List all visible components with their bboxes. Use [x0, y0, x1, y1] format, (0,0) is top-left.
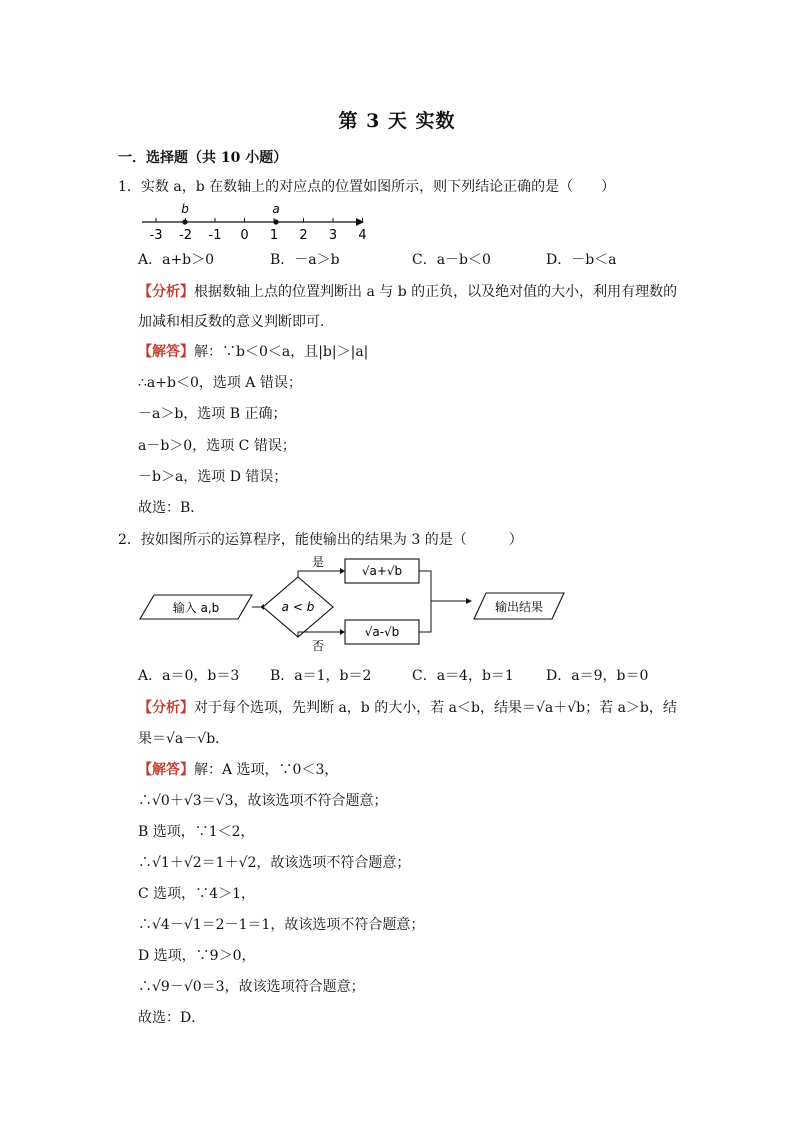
- no-operation-label: √a-√b: [364, 625, 400, 639]
- output-label: 输出结果: [494, 600, 544, 614]
- answer-line: －a＞b，选项 B 正确；: [138, 406, 287, 422]
- answer-line: 故选：B．: [138, 500, 205, 516]
- axis-tick-label: -2: [179, 228, 192, 243]
- axis-tick-label: 4: [358, 228, 367, 243]
- q2-option-a: A．a＝0，b＝3: [138, 668, 240, 684]
- axis-tick-label: -3: [149, 228, 163, 243]
- yes-label: 是: [311, 555, 325, 569]
- answer-line: 解：A 选项，∵0＜3，: [194, 762, 339, 778]
- q2-option-d: D．a＝9，b＝0: [546, 668, 649, 684]
- answer-line: D 选项，∵9＞0，: [138, 948, 256, 964]
- q1-analysis-2: 加减和相反数的意义判断即可．: [138, 314, 334, 330]
- axis-tick-label: 1: [269, 228, 279, 243]
- q1-option-c: C．a－b＜0: [412, 252, 491, 268]
- point-b-label: b: [181, 202, 189, 216]
- q2-flowchart: [134, 551, 574, 661]
- point-a-label: a: [272, 202, 280, 216]
- q1-number-line: [138, 198, 368, 244]
- answer-line: B 选项，∵1＜2，: [138, 824, 255, 840]
- q1-option-d: D．－b＜a: [546, 252, 617, 268]
- q2-option-c: C．a＝4，b＝1: [412, 668, 514, 684]
- answer-line: C 选项，∵4＞1，: [138, 886, 255, 902]
- section-heading: 一．选择题（共 10 小题）: [118, 150, 288, 166]
- yes-operation-label: √a+√b: [361, 564, 403, 578]
- q2-answer: [138, 760, 338, 780]
- q2-stem: 2．按如图所示的运算程序，能使输出的结果为 3 的是（ ）: [118, 532, 523, 548]
- answer-tag: 【解答】: [138, 344, 194, 360]
- q1-option-b: B．－a＞b: [270, 252, 340, 268]
- input-label: 输入 a,b: [172, 601, 220, 615]
- answer-line: ∴√0＋√3＝√3，故该选项不符合题意；: [138, 793, 388, 809]
- page-title: 第 3 天 实数: [338, 110, 456, 132]
- answer-line: ∴a+b＜0，选项 A 错误；: [138, 375, 302, 391]
- axis-tick-label: 2: [299, 228, 308, 243]
- answer-line: a－b＞0，选项 C 错误；: [138, 438, 296, 454]
- point-b: [182, 219, 187, 224]
- analysis-text-1: 对于每个选项，先判断 a，b 的大小，若 a＜b，结果＝√a＋√b；若 a＞b，结: [194, 700, 677, 716]
- axis-tick-label: 0: [240, 228, 249, 243]
- q1-answer: [138, 342, 368, 362]
- answer-tag: 【解答】: [138, 762, 194, 778]
- q1-analysis: [138, 282, 677, 302]
- analysis-tag: 【分析】: [138, 284, 194, 300]
- q2-option-b: B．a＝1，b＝2: [270, 668, 372, 684]
- answer-line: ∴√4－√1＝2－1＝1，故该选项不符合题意；: [138, 917, 425, 933]
- condition-label: a < b: [281, 600, 315, 614]
- q1-stem: 1．实数 a，b 在数轴上的对应点的位置如图所示，则下列结论正确的是（ ）: [118, 179, 616, 195]
- analysis-text-1: 根据数轴上点的位置判断出 a 与 b 的正负，以及绝对值的大小，利用有理数的: [194, 284, 678, 300]
- q2-analysis-2: 果＝√a－√b．: [138, 731, 230, 747]
- no-label: 否: [311, 639, 325, 653]
- answer-line: 故选：D．: [138, 1010, 206, 1026]
- point-a: [273, 219, 278, 224]
- q1-option-a: A．a+b＞0: [138, 252, 215, 268]
- analysis-tag: 【分析】: [138, 700, 194, 716]
- answer-line: 解：∵b＜0＜a，且|b|＞|a|: [194, 344, 369, 360]
- answer-line: ∴√1＋√2＝1＋√2，故该选项不符合题意；: [138, 855, 411, 871]
- axis-tick-label: 3: [328, 228, 338, 243]
- q2-analysis: [138, 698, 677, 718]
- answer-line: －b＞a，选项 D 错误；: [138, 469, 288, 485]
- axis-tick-label: -1: [208, 228, 222, 243]
- answer-line: ∴√9－√0＝3，故该选项符合题意；: [138, 979, 365, 995]
